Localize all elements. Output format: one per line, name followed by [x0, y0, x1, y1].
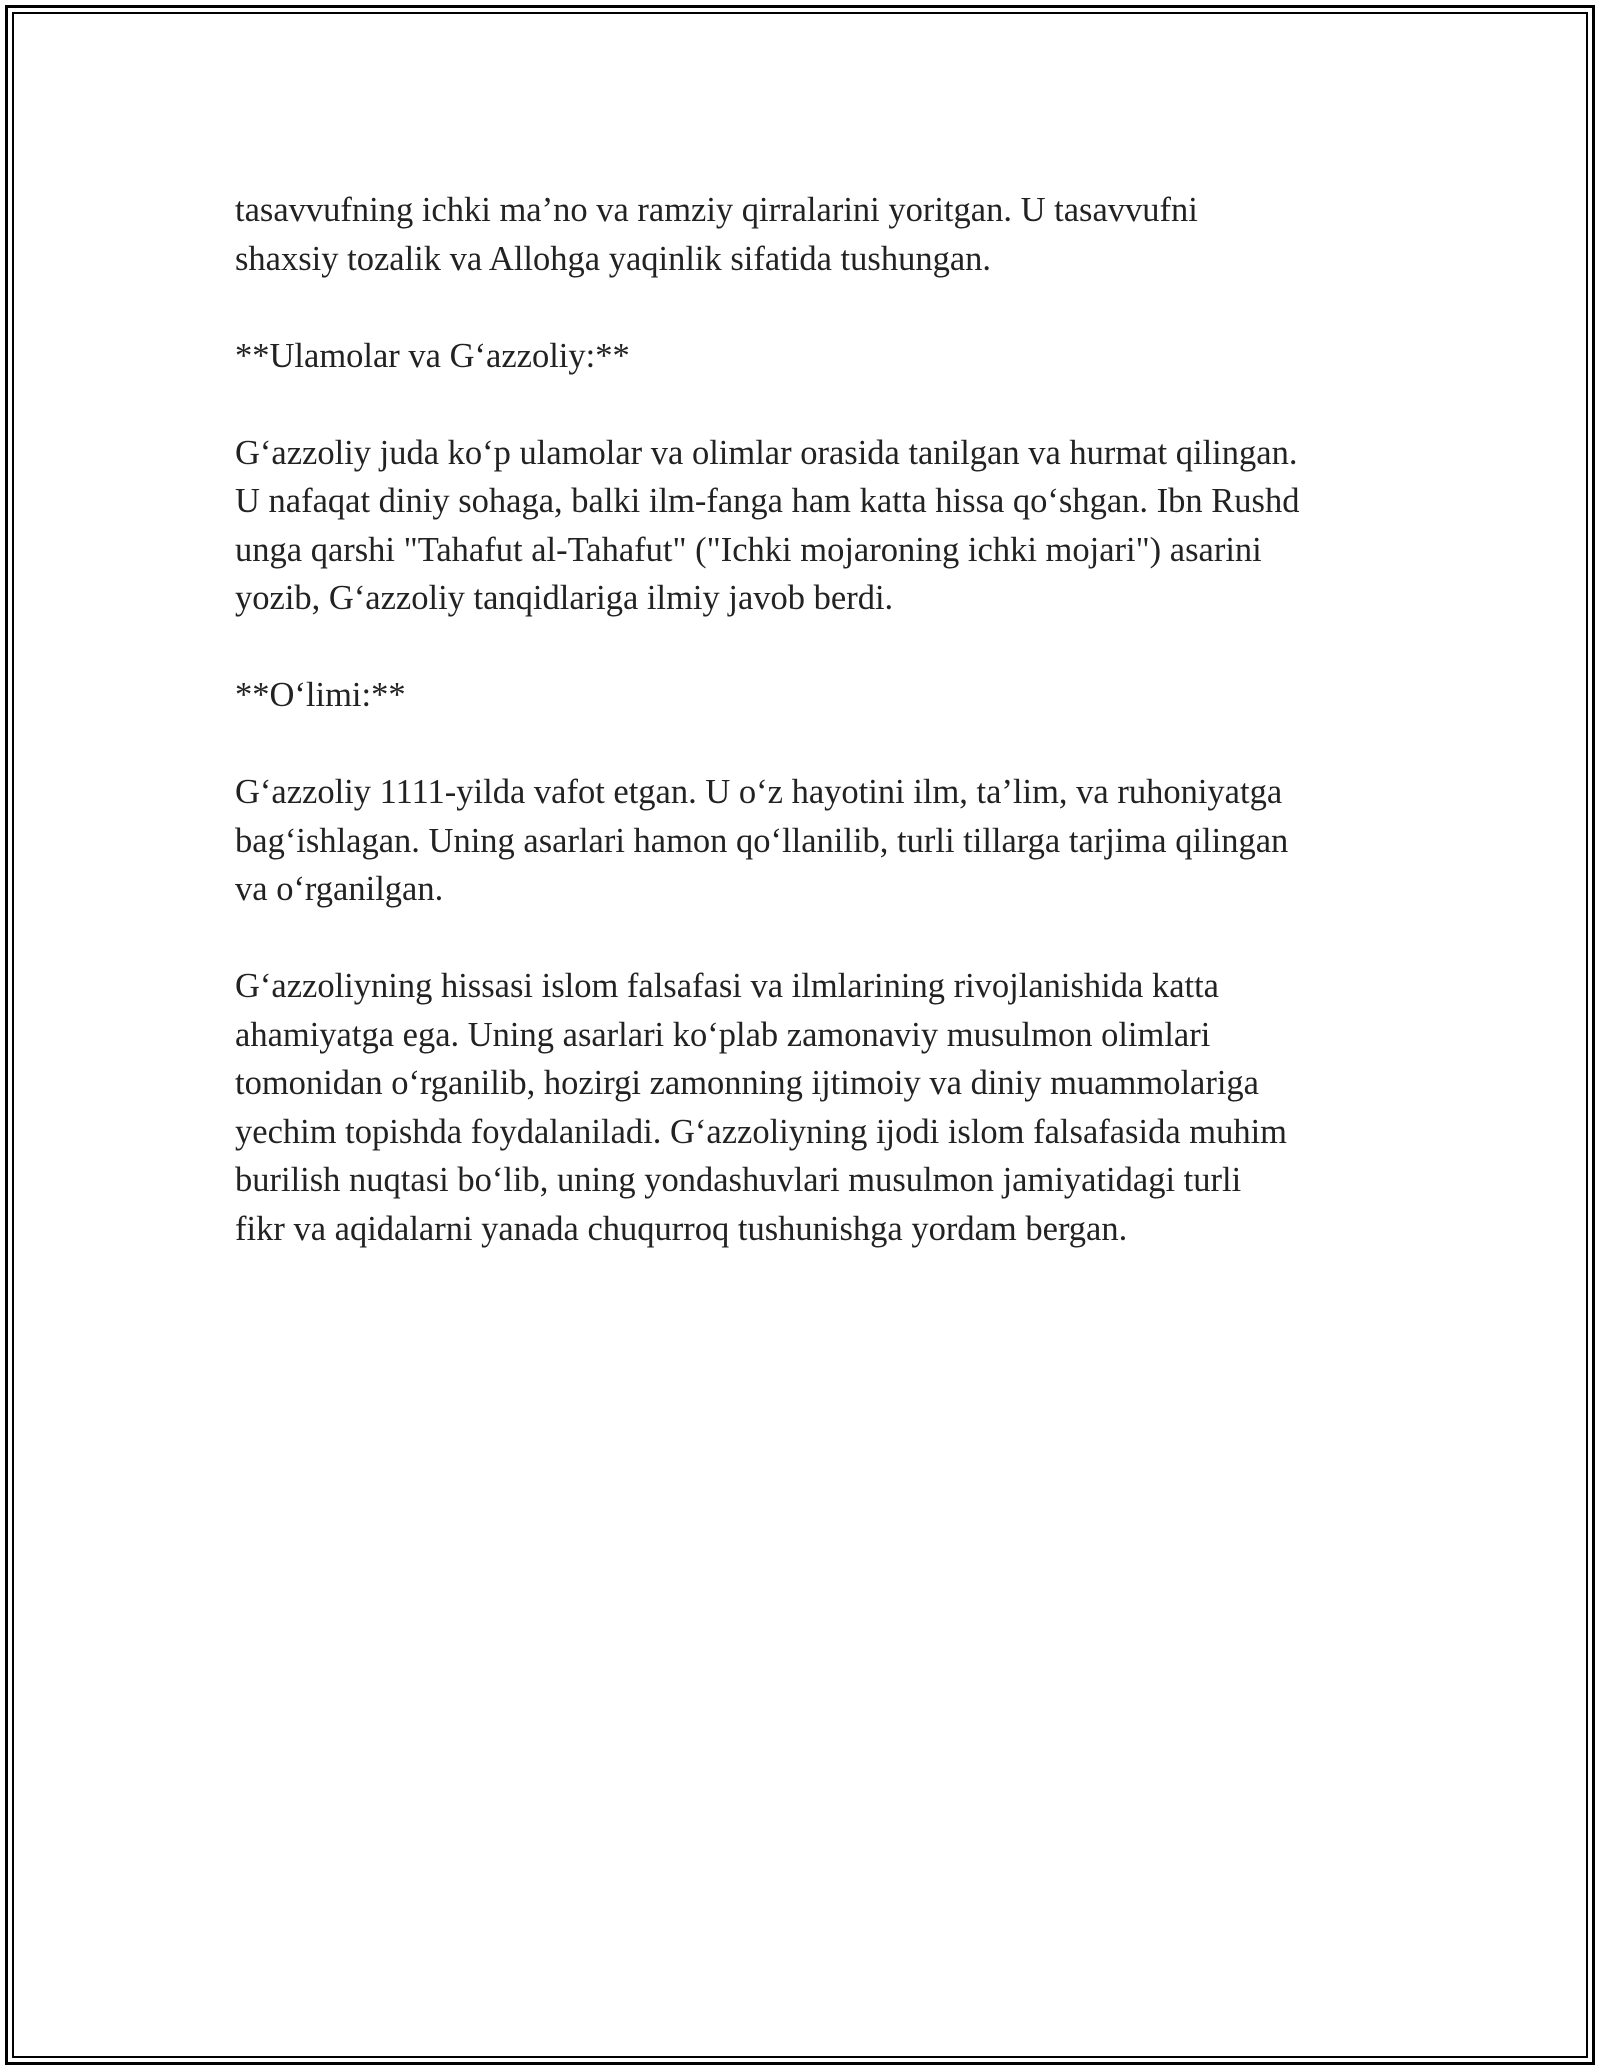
paragraph-tasavvuf: tasavvufning ichki ma’no va ramziy qirralarini yoritgan. U tasavvufni shaxsiy tozalik va Allohga yaqinlik sifatida tushungan.	[235, 191, 1198, 278]
paragraph-ulamolar: G‘azzoliy juda ko‘p ulamolar va olimlar orasida tanilgan va hurmat qilingan. U nafaqat diniy sohaga, balki ilm-fanga ham katta hissa qo‘shgan. Ibn Rushd unga qarshi "Tahafut al-Tahafut" ("Ichki mojaroning ichki mojari") asarini yozib, G‘azzoliy tanqidlariga ilmiy javob berdi.	[235, 433, 1300, 617]
document-body	[235, 186, 1385, 1302]
paragraph-hissasi: G‘azzoliyning hissasi islom falsafasi va ilmlarining rivojlanishida katta ahamiyatga ega. Uning asarlari ko‘plab zamonaviy musulmon olimlari tomonidan o‘rganilib, hozirgi zamonning ijtimoiy va diniy muammolariga yechim topishda foydalaniladi. G‘azzoliyning ijodi islom falsafasida muhim burilish nuqtasi bo‘lib, uning yondashuvlari musulmon jamiyatidagi turli fikr va aqidalarni yanada chuqurroq tushunishga yordam bergan.	[235, 967, 1288, 1248]
heading-ulamolar: **Ulamolar va G‘azzoliy:**	[235, 336, 630, 375]
heading-olimi: **O‘limi:**	[235, 676, 406, 714]
paragraph-olimi: G‘azzoliy 1111-yilda vafot etgan. U o‘z hayotini ilm, ta’lim, va ruhoniyatga bag‘ishlagan. Uning asarlari hamon qo‘llanilib, turli tillarga tarjima qilingan va o‘rganilgan.	[235, 773, 1289, 908]
